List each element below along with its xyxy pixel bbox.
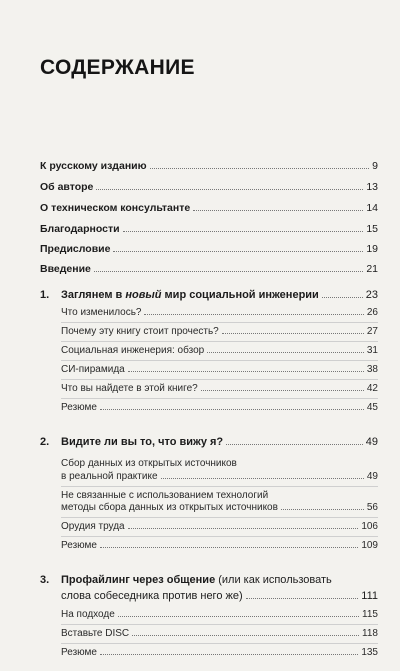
section-title: Резюме <box>61 402 97 413</box>
leader-dots <box>226 443 363 445</box>
section-title-line1: Сбор данных из открытых источников <box>61 458 237 469</box>
entry-page: 19 <box>366 243 378 255</box>
leader-dots <box>100 653 358 655</box>
section-title-line1: Не связанные с использованием технологий <box>61 490 269 501</box>
section-page: 115 <box>362 609 378 620</box>
leader-dots <box>193 209 363 211</box>
entry-title: О техническом консультанте <box>40 202 191 214</box>
chapter-number: 2. <box>40 436 50 448</box>
divider <box>61 398 378 399</box>
toc-section[interactable] <box>61 326 378 337</box>
leader-dots <box>132 634 359 636</box>
divider <box>61 624 378 625</box>
section-page: 109 <box>361 540 378 551</box>
section-page: 45 <box>366 402 378 413</box>
section-title: Вставьте DISC <box>61 628 130 639</box>
toc-section[interactable] <box>61 402 378 413</box>
toc-entry-front-2[interactable] <box>40 181 378 193</box>
chapter-page: 111 <box>361 590 378 602</box>
section-page: 26 <box>366 307 378 318</box>
entry-title: К русскому изданию <box>40 160 147 172</box>
section-title: СИ-пирамида <box>61 364 125 375</box>
toc-section[interactable] <box>61 502 378 513</box>
section-title-line2: методы сбора данных из открытых источников <box>61 502 278 513</box>
toc-section[interactable] <box>61 383 378 394</box>
chapter-page: 49 <box>365 436 378 448</box>
toc-section[interactable] <box>61 647 378 658</box>
toc-section[interactable] <box>61 540 378 551</box>
toc-section[interactable] <box>61 364 378 375</box>
section-title: Резюме <box>61 540 97 551</box>
chapter-title: Видите ли вы то, что вижу я? <box>61 436 224 448</box>
entry-title: Благодарности <box>40 223 120 235</box>
toc-heading: СОДЕРЖАНИЕ <box>40 56 195 79</box>
section-page: 56 <box>366 502 378 513</box>
leader-dots <box>150 167 370 169</box>
section-page: 106 <box>361 521 378 532</box>
chapter-title: Заглянем в новый мир социальной инженерии <box>61 289 319 301</box>
toc-section[interactable] <box>61 521 378 532</box>
leader-dots <box>113 250 363 252</box>
leader-dots <box>201 389 364 391</box>
leader-dots <box>207 351 364 353</box>
divider <box>61 360 378 361</box>
toc-entry-front-5[interactable] <box>40 243 378 255</box>
toc-section[interactable] <box>61 609 378 620</box>
toc-section[interactable] <box>61 345 378 356</box>
section-page: 118 <box>362 628 378 639</box>
divider <box>61 517 378 518</box>
entry-page: 9 <box>372 160 378 172</box>
toc-chapter-2[interactable] <box>61 436 378 448</box>
toc-entry-front-6[interactable] <box>40 263 378 275</box>
entry-page: 13 <box>366 181 378 193</box>
toc-section[interactable] <box>61 471 378 482</box>
section-title: Социальная инженерия: обзор <box>61 345 205 356</box>
toc-chapter-3[interactable] <box>61 590 378 602</box>
toc-entry-front-4[interactable] <box>40 223 378 235</box>
divider <box>61 341 378 342</box>
leader-dots <box>100 408 364 410</box>
section-title: На подходе <box>61 609 115 620</box>
leader-dots <box>222 332 364 334</box>
leader-dots <box>123 230 364 232</box>
section-page: 38 <box>366 364 378 375</box>
leader-dots <box>144 313 363 315</box>
divider <box>61 486 378 487</box>
entry-page: 21 <box>366 263 378 275</box>
section-page: 31 <box>366 345 378 356</box>
leader-dots <box>322 296 363 298</box>
toc-section[interactable] <box>61 628 378 639</box>
leader-dots <box>94 270 363 272</box>
section-title: Резюме <box>61 647 97 658</box>
chapter-title-line2: слова собеседника против него же) <box>61 590 243 602</box>
toc-section[interactable] <box>61 307 378 318</box>
leader-dots <box>100 546 358 548</box>
leader-dots <box>246 597 359 599</box>
chapter-page: 23 <box>365 289 378 301</box>
toc-entry-front-1[interactable] <box>40 160 378 172</box>
entry-page: 14 <box>366 202 378 214</box>
section-page: 135 <box>361 647 378 658</box>
section-title: Почему эту книгу стоит прочесть? <box>61 326 219 337</box>
divider <box>61 322 378 323</box>
leader-dots <box>128 370 364 372</box>
chapter-number: 1. <box>40 289 50 301</box>
section-title-line2: в реальной практике <box>61 471 158 482</box>
divider <box>61 643 378 644</box>
divider <box>61 536 378 537</box>
section-page: 49 <box>366 471 378 482</box>
section-title: Что изменилось? <box>61 307 142 318</box>
leader-dots <box>128 527 359 529</box>
leader-dots <box>118 615 359 617</box>
divider <box>61 379 378 380</box>
leader-dots <box>96 188 363 190</box>
section-page: 42 <box>366 383 378 394</box>
entry-title: Об авторе <box>40 181 94 193</box>
leader-dots <box>281 508 364 510</box>
entry-page: 15 <box>366 223 378 235</box>
section-title: Орудия труда <box>61 521 125 532</box>
entry-title: Введение <box>40 263 91 275</box>
section-title: Что вы найдете в этой книге? <box>61 383 198 394</box>
leader-dots <box>161 477 364 479</box>
toc-chapter-1[interactable] <box>61 289 378 301</box>
section-page: 27 <box>366 326 378 337</box>
toc-entry-front-3[interactable] <box>40 202 378 214</box>
chapter-number: 3. <box>40 574 50 586</box>
chapter-title-line1: Профайлинг через общение (или как использовать <box>61 574 332 586</box>
entry-title: Предисловие <box>40 243 111 255</box>
